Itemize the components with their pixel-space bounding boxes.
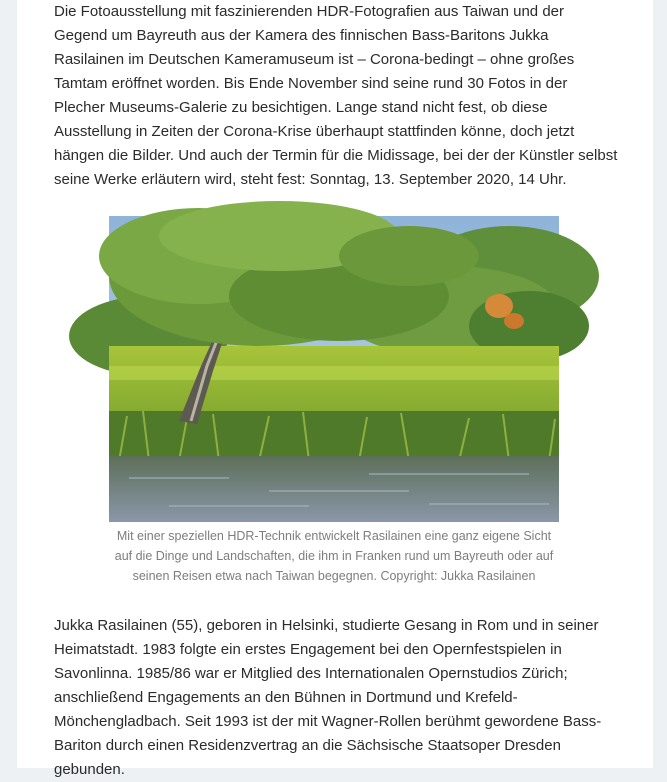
article-content (17, 0, 653, 778)
article-figure (109, 216, 559, 586)
article-paragraph-2: Jukka Rasilainen (55), geboren in Helsinki, studierte Gesang in Rom und in seiner Heimatstadt. 1983 folgte ein erstes Engagement bei den Opernfestspielen in Savonlinna. 1985/86 war er Mitglied des Internationalen Opernstudios Zürich; anschließend Engagements an den Bühnen in Dortmund und Krefeld-Mönchengladbach. Seit 1993 ist der mit Wagner-Rollen berühmt gewordene Bass-Bariton durch einen Residenzvertrag an die Sächsische Staatsoper Dresden gebunden. (54, 617, 602, 778)
article-paragraph-1: Die Fotoausstellung mit faszinierenden HDR-Fotografien aus Taiwan und der Gegend um Bayreuth aus der Kamera des finnischen Bass-Baritons Jukka Rasilainen im Deutschen Kameramuseum ist – Corona-bedingt – ohne großes Tamtam eröffnet worden. Bis Ende November sind seine rund 30 Fotos in der Plecher Museums-Galerie zu besichtigen. Lange stand nicht fest, ob diese Ausstellung in Zeiten der Corona-Krise überhaupt stattfinden könne, doch jetzt hängen die Bilder. Und auch der Termin für die Midissage, bei der der Künstler selbst seine Werke erläutern wird, steht fest: Sonntag, 13. September 2020, 14 Uhr. (54, 3, 618, 188)
hdr-landscape-photo (109, 216, 559, 522)
figure-caption: Mit einer speziellen HDR-Technik entwickelt Rasilainen eine ganz eigene Sicht auf die Dinge und Landschaften, die ihm in Franken rund um Bayreuth oder auf seinen Reisen etwa nach Taiwan begegnen. Copyright: Jukka Rasilainen (114, 529, 554, 583)
